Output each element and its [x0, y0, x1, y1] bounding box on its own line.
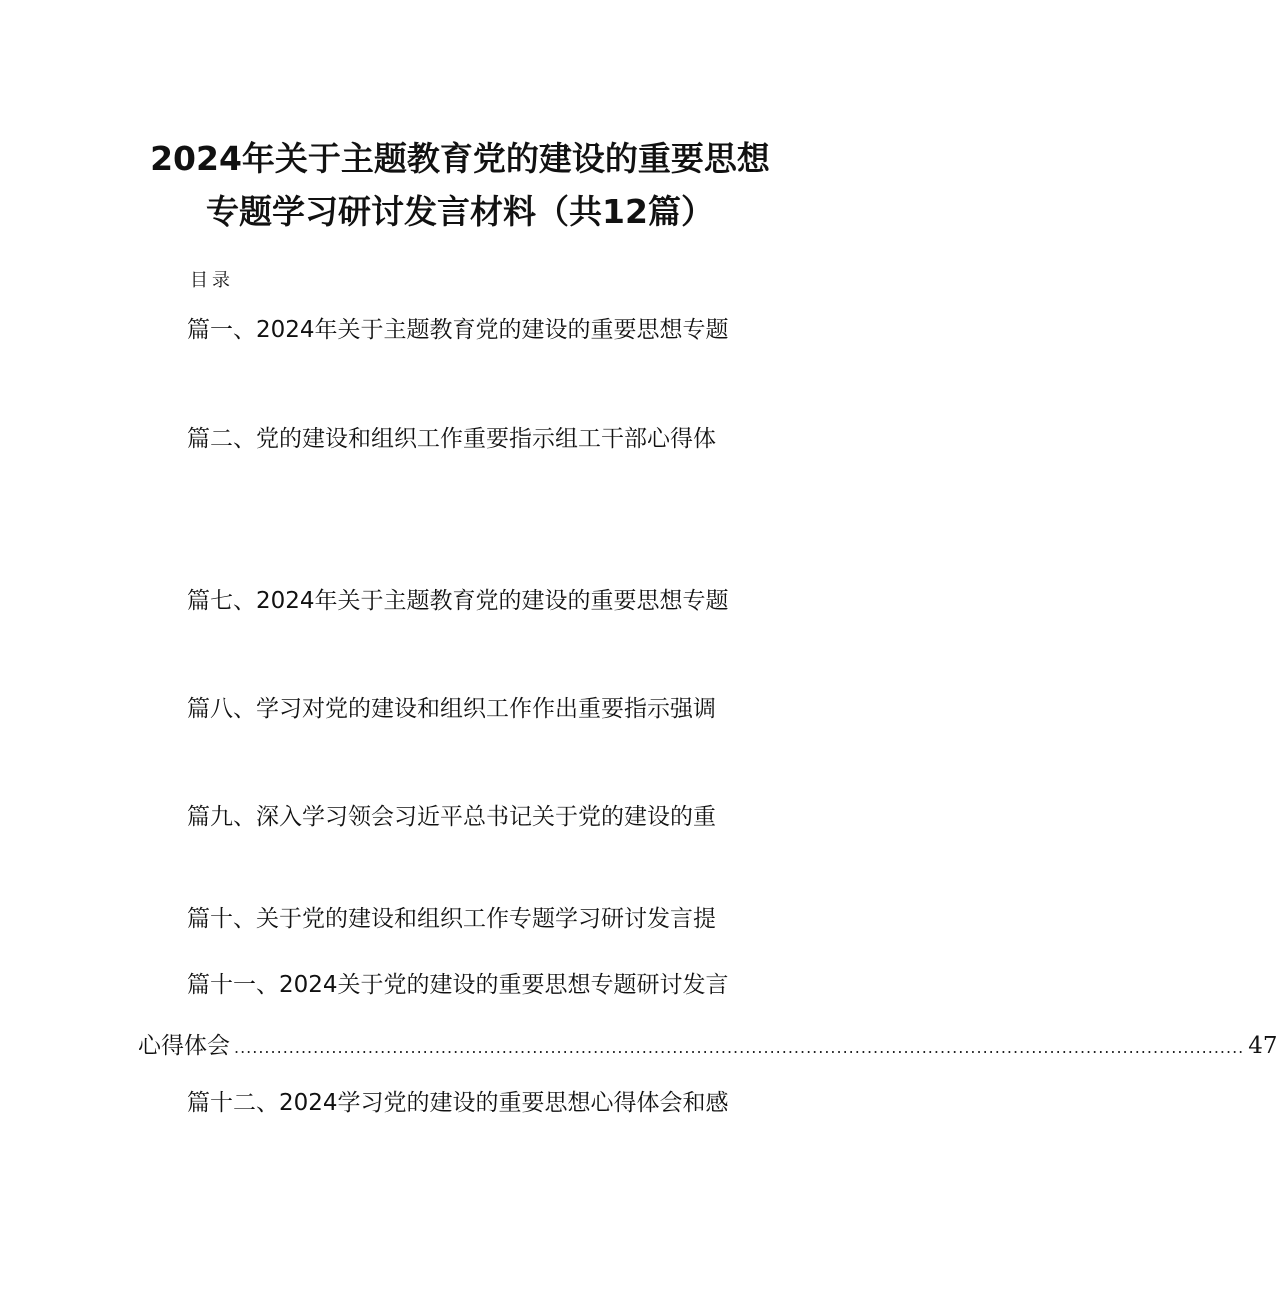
toc-item-11[interactable]: 篇十一、2024关于党的建设的重要思想专题研讨发言	[187, 972, 729, 998]
toc-page-number: 47	[1248, 1033, 1278, 1059]
toc-dot-leader: ......................................................................................................................................................................	[234, 1038, 1245, 1057]
toc-item-9[interactable]: 篇九、深入学习领会习近平总书记关于党的建设的重	[187, 804, 716, 830]
toc-continuation-text: 心得体会	[138, 1033, 230, 1059]
toc-item-12[interactable]: 篇十二、2024学习党的建设的重要思想心得体会和感	[187, 1090, 729, 1116]
document-title-line-1: 2024年关于主题教育党的建设的重要思想	[150, 139, 770, 178]
toc-heading: 目录	[190, 270, 234, 291]
document-title-line-2: 专题学习研讨发言材料（共12篇）	[206, 192, 714, 231]
toc-item-8[interactable]: 篇八、学习对党的建设和组织工作作出重要指示强调	[187, 696, 716, 722]
toc-item-10[interactable]: 篇十、关于党的建设和组织工作专题学习研讨发言提	[187, 906, 716, 932]
toc-item-7[interactable]: 篇七、2024年关于主题教育党的建设的重要思想专题	[187, 588, 729, 614]
toc-item-1[interactable]: 篇一、2024年关于主题教育党的建设的重要思想专题	[187, 317, 729, 343]
toc-item-11-continuation[interactable]	[138, 1031, 1278, 1063]
toc-item-2[interactable]: 篇二、党的建设和组织工作重要指示组工干部心得体	[187, 426, 716, 452]
